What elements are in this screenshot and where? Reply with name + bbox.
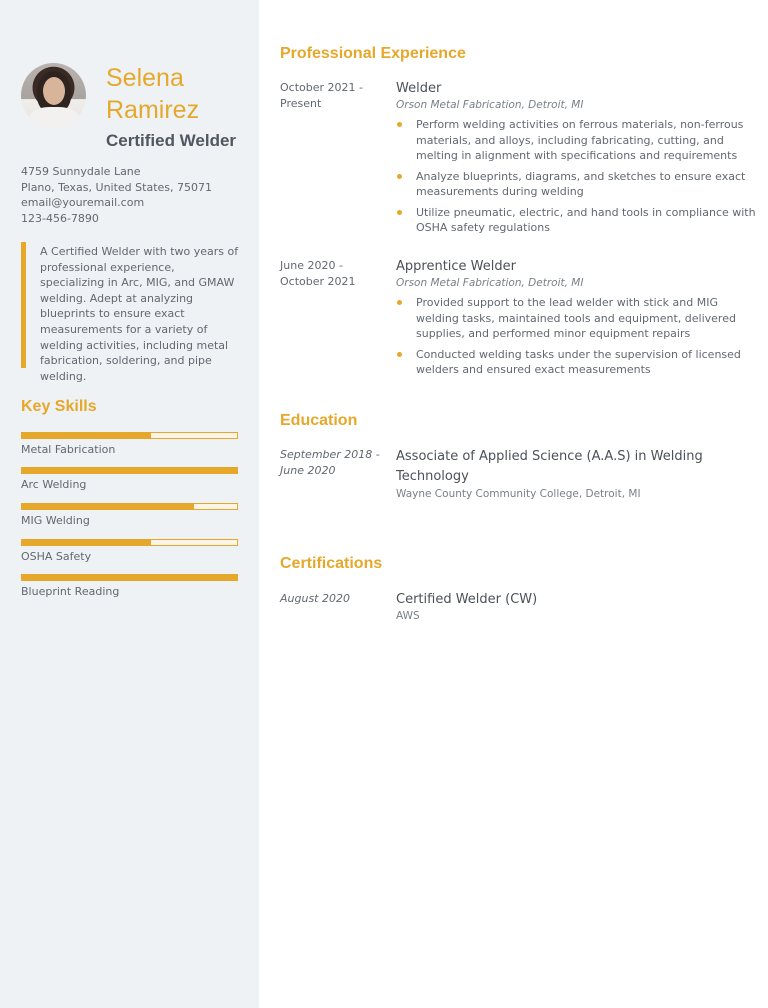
- bullet-item: [396, 295, 756, 342]
- bullet-icon: [397, 174, 402, 179]
- bullet-text: Provided support to the lead welder with stick and MIG welding tasks, maintained tools and equipment, delivered supplies, and performed minor equipment repairs: [416, 296, 736, 340]
- phone[interactable]: 123-456-7890: [21, 211, 99, 225]
- experience-heading: Professional Experience: [280, 45, 466, 62]
- skill-label: MIG Welding: [21, 514, 90, 527]
- skill-item: [21, 574, 238, 598]
- skill-bar-fill: [22, 433, 151, 438]
- job-content: [396, 258, 756, 383]
- job-dates: [280, 258, 385, 289]
- date-end: June 2020: [280, 463, 336, 477]
- certification-name: Certified Welder (CW): [396, 592, 538, 607]
- skill-item: [21, 467, 238, 491]
- skill-item: [21, 432, 238, 456]
- bullet-text: Analyze blueprints, diagrams, and sketches to ensure exact measurements during welding: [416, 169, 746, 198]
- bullet-icon: [397, 122, 402, 127]
- job-title: Certified Welder: [106, 131, 237, 150]
- bullet-item: [396, 117, 756, 164]
- education-heading: Education: [280, 412, 358, 429]
- bullet-text: Conducted welding tasks under the supervision of licensed welders and ensured exact measurements: [416, 347, 741, 376]
- skill-bar-fill: [22, 540, 151, 545]
- education-dates: [280, 447, 385, 478]
- bullet-text: Perform welding activities on ferrous materials, non-ferrous materials, and alloys, including fabricating, cutting, and melting in alignment with specifications and requirements: [416, 118, 744, 162]
- date-start: September 2018 -: [280, 448, 380, 461]
- bullet-item: [396, 169, 756, 200]
- certifications-heading: Certifications: [280, 555, 383, 572]
- job-company: Orson Metal Fabrication, Detroit, MI: [396, 277, 584, 289]
- skills-heading: Key Skills: [21, 398, 97, 415]
- certification-issuer: AWS: [396, 610, 420, 622]
- job-dates: [280, 80, 385, 111]
- skill-item: [21, 503, 238, 527]
- skill-bar: [21, 574, 238, 581]
- skill-bar-fill: [22, 575, 237, 580]
- education-content: [396, 447, 756, 500]
- date-start: October 2021 -: [280, 81, 363, 94]
- candidate-name: [106, 62, 199, 126]
- job-content: [396, 80, 756, 241]
- skill-label: Metal Fabrication: [21, 443, 116, 456]
- bullet-text: Utilize pneumatic, electric, and hand tools in compliance with OSHA safety regulations: [416, 205, 756, 234]
- certification-date: August 2020: [280, 592, 350, 605]
- last-name: Ramirez: [106, 96, 200, 124]
- degree: Associate of Applied Science (A.A.S) in Welding Technology: [396, 449, 703, 484]
- skill-bar-fill: [22, 504, 194, 509]
- certification-content: [396, 591, 756, 622]
- summary: A Certified Welder with two years of professional experience, specializing in Arc, MIG, and GMAW welding. Adept at analyzing blueprints to ensure exact measurements for a variety of welding activities, including metal fabrication, soldering, and pipe welding.: [21, 242, 241, 368]
- first-name: Selena: [106, 64, 184, 92]
- email[interactable]: email@youremail.com: [21, 196, 145, 209]
- skill-bar: [21, 539, 238, 546]
- photo-face: [43, 77, 65, 105]
- profile-photo: [21, 63, 86, 128]
- skill-item: [21, 539, 238, 563]
- contact-info: [21, 164, 212, 226]
- skill-bar: [21, 432, 238, 439]
- job-bullets: [396, 117, 756, 236]
- address: 4759 Sunnydale Lane: [21, 165, 141, 178]
- skill-bar-fill: [22, 468, 237, 473]
- job-company: Orson Metal Fabrication, Detroit, MI: [396, 99, 584, 111]
- bullet-icon: [397, 300, 402, 305]
- bullet-icon: [397, 352, 402, 357]
- skill-bar: [21, 467, 238, 474]
- city: Plano, Texas, United States, 75071: [21, 180, 212, 194]
- skill-bar: [21, 503, 238, 510]
- job-bullets: [396, 295, 756, 378]
- bullet-item: [396, 205, 756, 236]
- date-end: October 2021: [280, 274, 356, 288]
- skill-label: Arc Welding: [21, 478, 87, 491]
- date-start: June 2020 -: [280, 259, 343, 272]
- date-end: Present: [280, 96, 322, 110]
- job-role: Apprentice Welder: [396, 259, 516, 274]
- bullet-item: [396, 347, 756, 378]
- bullet-icon: [397, 210, 402, 215]
- skill-label: OSHA Safety: [21, 550, 92, 563]
- school: Wayne County Community College, Detroit, MI: [396, 488, 641, 500]
- sidebar: [0, 0, 259, 1008]
- main-content: [259, 0, 768, 1008]
- job-role: Welder: [396, 81, 442, 96]
- skill-label: Blueprint Reading: [21, 585, 120, 598]
- photo-shirt: [29, 107, 79, 128]
